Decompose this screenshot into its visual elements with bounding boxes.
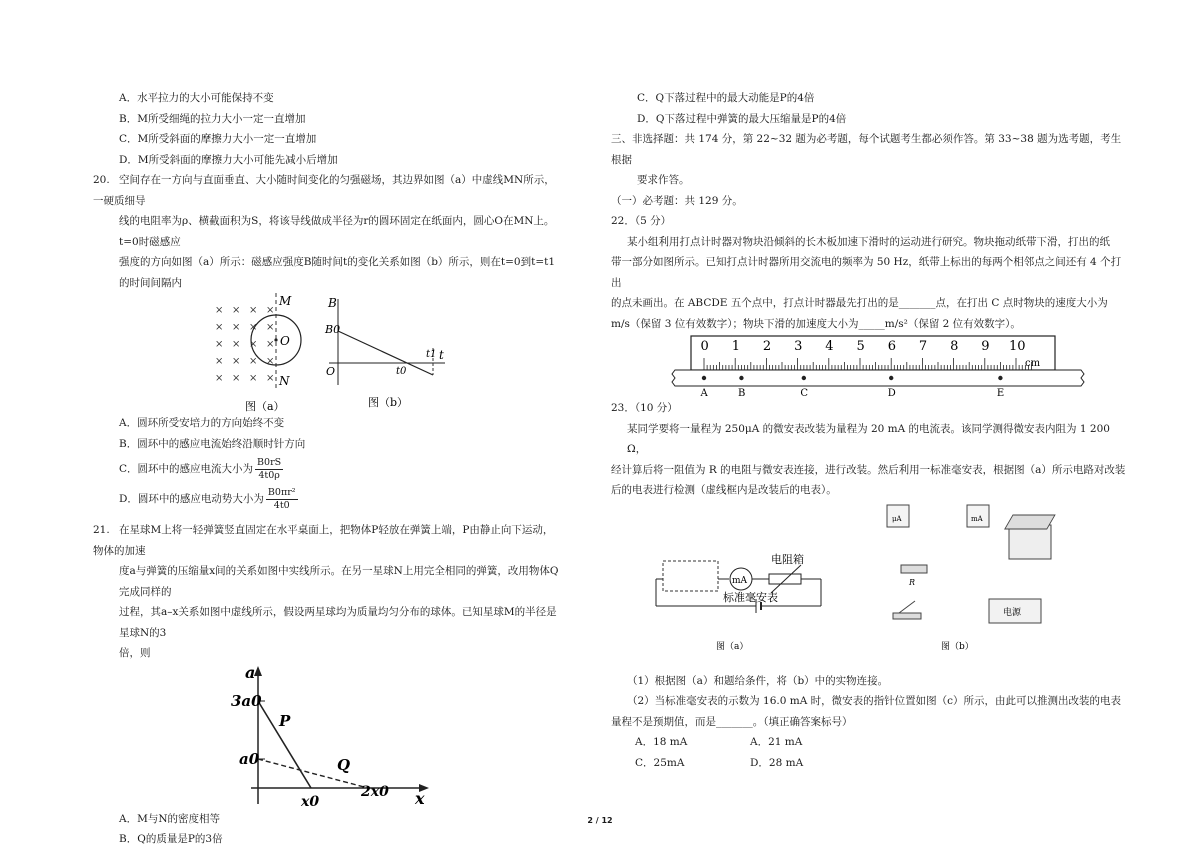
resistor-object: [901, 565, 927, 573]
paper-tape: [672, 370, 1084, 386]
svg-text:×: ×: [215, 339, 224, 350]
q21-graph: [93, 664, 563, 809]
ring-center: [274, 338, 277, 341]
svg-text:×: ×: [249, 356, 258, 367]
q23-heading: 23．（10 分）: [611, 402, 678, 414]
svg-text:×: ×: [232, 322, 241, 333]
svg-text:×: ×: [249, 322, 258, 333]
q20-figures: [93, 293, 563, 413]
q20-option-a: A．圆环所受安培力的方向始终不变: [119, 417, 285, 429]
svg-text:×: ×: [266, 373, 275, 384]
svg-text:×: ×: [215, 322, 224, 333]
label-3a0: 3a0: [231, 691, 262, 710]
tape-dot: [702, 376, 706, 380]
q21-line-2: 度a与弹簧的压缩量x间的关系如图中实线所示。在另一星球N上用完全相同的弹簧，改用物体Q完成同样的: [119, 565, 559, 598]
q21-option-d: D．Q下落过程中弹簧的最大压缩量是P的4倍: [637, 112, 847, 125]
tape-point-label: E: [996, 388, 1005, 398]
svg-text:×: ×: [232, 373, 241, 384]
label-x0: x0: [301, 793, 320, 809]
required-section: （一）必考题：共 129 分。: [611, 194, 743, 207]
q23-figure-svg: [611, 501, 1131, 671]
q22-heading: 22．（5 分）: [611, 215, 672, 227]
q23-sub2-line-2: 量程不是预期值，而是_______。（填正确答案标号）: [611, 715, 853, 728]
ruler-number: 1: [731, 339, 740, 354]
q21-line-3: 过程，其a–x关系如图中虚线所示，假设两星球均为质量均匀分布的球体。已知星球M的半径是星球N的3: [119, 606, 557, 639]
tape-point-label: D: [887, 388, 896, 398]
tape-point-label: A: [700, 388, 708, 398]
q20-line-2: 线的电阻率为ρ、横截面积为S，将该导线做成半径为r的圆环固定在纸面内，圆心O在MN上。t=0时磁感应: [119, 215, 555, 248]
ma-label: mA: [971, 514, 983, 523]
q22-line-1: 某小组利用打点计时器对物块沿倾斜的长木板加速下滑时的运动进行研究。物块拖动纸带下滑，打出的纸: [627, 235, 1110, 248]
q23-line-3: 后的电表进行检测（虚线框内是改装后的电表）。: [611, 484, 837, 496]
label-t: t: [439, 348, 444, 362]
q19-option-d: D．M所受斜面的摩擦力大小可能先减小后增加: [119, 153, 338, 166]
label-t1: t1: [426, 349, 437, 360]
q23-options-row-1: [611, 732, 1131, 753]
ua-label: μA: [892, 514, 902, 523]
ruler-number: 8: [950, 339, 959, 354]
q22-line-4: m/s（保留 3 位有效数字）；物块下滑的加速度大小为_____m/s²（保留 2 位有效数字）。: [611, 317, 1021, 330]
svg-text:×: ×: [232, 356, 241, 367]
q20-figure-svg: [93, 293, 563, 413]
ruler-number: 0: [700, 339, 709, 354]
ruler-number: 9: [981, 339, 990, 354]
tape-dot: [998, 376, 1002, 380]
label-b0: B0: [325, 323, 341, 336]
svg-text:×: ×: [266, 356, 275, 367]
rbox-label: 电阻箱: [771, 552, 804, 566]
label-origin: O: [326, 365, 336, 378]
left-column: [93, 88, 563, 850]
q23-option-d: D．28 mA: [750, 756, 804, 769]
modified-meter-box: [663, 561, 718, 591]
ammeter-label: mA: [732, 575, 748, 586]
tape-point-label: C: [800, 388, 808, 398]
label-t0: t0: [396, 366, 407, 377]
label-2x0: 2x0: [361, 783, 389, 800]
fig-b-objects-caption: 图（b）: [941, 641, 974, 652]
q23-line-2: 经计算后将一阻值为 R 的电阻与微安表连接，进行改装。然后利用一标准毫安表，根据图（a）所示电路对改装: [611, 463, 1126, 476]
svg-text:×: ×: [266, 339, 275, 350]
q22-line-3: 的点未画出。在 ABCDE 五个点中，打点计时器最先打出的是_______点，在打出 C 点时物块的速度大小为: [611, 297, 1108, 309]
q-line: [258, 759, 368, 788]
svg-text:×: ×: [249, 305, 258, 316]
ruler-number: 5: [856, 339, 865, 354]
q22-ruler-figure: [611, 334, 1131, 398]
resistance-box: [769, 574, 801, 584]
q20-d-fraction: $\frac{\text{B0πr²}}{4t0}$: [267, 486, 296, 511]
label-x: x: [415, 788, 425, 808]
q20-line-3: 强度的方向如图（a）所示：磁感应强度B随时间t的变化关系如图（b）所示，则在t=0到t=t1的时间间隔内: [119, 256, 556, 289]
q20-c-fraction: $\frac{B0rS}{4t0\rho}$: [257, 456, 282, 481]
tape-dot: [802, 376, 806, 380]
right-column: [611, 88, 1131, 773]
q23-line-1: 某同学要将一量程为 250μA 的微安表改装为量程为 20 mA 的电流表。该同学测得微安表内阻为 1 200 Ω，: [627, 422, 1110, 455]
svg-text:×: ×: [232, 339, 241, 350]
ruler-number: 3: [794, 339, 803, 354]
q21-line-1: 21. 在星球M上将一轻弹簧竖直固定在水平桌面上，把物体P轻放在弹簧上端，P由静止向下运动，物体的加速: [93, 520, 563, 561]
q20-number: 20.: [93, 174, 110, 186]
q22-line-2: 带一部分如图所示。已知打点计时器所用交流电的频率为 50 Hz，纸带上标出的每两个相邻点之间还有 4 个打出: [611, 256, 1122, 289]
tape-point-label: B: [737, 388, 746, 398]
q20-option-c: C．圆环中的感应电流大小为 $\frac{B0rS}{4t0\rho}$: [119, 456, 282, 481]
q23-option-b: A．21 mA: [750, 736, 803, 748]
q21-option-a: A．M与N的密度相等: [119, 812, 221, 825]
label-m: M: [279, 294, 292, 308]
q20-option-d: D．圆环中的感应电动势大小为 $\frac{\text{B0πr²}}{4t0}$: [119, 486, 296, 511]
page-number: 2 / 12: [587, 816, 613, 825]
power-label: 电源: [1003, 607, 1022, 618]
ruler-number: 4: [825, 339, 834, 354]
ruler-number: 6: [887, 339, 896, 354]
svg-text:×: ×: [249, 373, 258, 384]
r-label: R: [909, 577, 916, 587]
q23-options-row-2: [611, 753, 1131, 774]
tape-dot: [889, 376, 893, 380]
q20-line-1: 20. 空间存在一方向与直面垂直、大小随时间变化的匀强磁场，其边界如图（a）中虚线MN所示，一硬质细导: [93, 170, 563, 211]
std-ammeter-label: 标准毫安表: [723, 590, 778, 604]
ruler-number: 10: [1009, 339, 1026, 354]
q23-option-a: A．18 mA: [635, 736, 688, 748]
svg-text:×: ×: [249, 339, 258, 350]
label-a0: a0: [239, 749, 260, 768]
q21-option-c: C．Q下落过程中的最大动能是P的4倍: [637, 92, 815, 104]
ruler-number: 7: [918, 339, 928, 354]
section3-heading: 三、非选择题：共 174 分，第 22~32 题为必考题，每个试题考生都必须作答。第 33~38 题为选考题，考生根据: [611, 133, 1122, 166]
q21-graph-svg: [93, 664, 563, 809]
svg-text:×: ×: [215, 356, 224, 367]
label-n: N: [279, 374, 290, 388]
fig-b-caption: 图（b）: [368, 396, 409, 409]
q20-option-b: B．圆环中的感应电流始终沿顺时针方向: [119, 437, 306, 450]
tape-dot: [739, 376, 743, 380]
ruler-number: 2: [762, 339, 772, 354]
fig-a-caption: 图（a）: [245, 400, 285, 413]
q21-line-4: 倍，则: [119, 647, 151, 659]
q19-option-a: A．水平拉力的大小可能保持不变: [119, 92, 274, 104]
svg-text:×: ×: [266, 305, 275, 316]
q23-figures: [611, 501, 1131, 671]
label-o: O: [280, 334, 290, 348]
label-q: Q: [337, 755, 351, 774]
section3-heading-cont: 要求作答。: [637, 174, 690, 186]
svg-text:×: ×: [215, 305, 224, 316]
b-t-line: [338, 331, 433, 375]
switch-object: [893, 613, 921, 619]
ruler-unit: cm: [1025, 358, 1041, 369]
label-p: P: [279, 711, 291, 730]
q19-option-b: B．M所受细绳的拉力大小一定一直增加: [119, 112, 306, 125]
resistance-box-object: [1009, 525, 1051, 559]
fig-a-circuit-caption: 图（a）: [716, 641, 749, 652]
q23-option-c: C．25mA: [635, 756, 685, 769]
svg-text:×: ×: [215, 373, 224, 384]
q19-option-c: C．M所受斜面的摩擦力大小一定一直增加: [119, 133, 317, 145]
svg-text:×: ×: [232, 305, 241, 316]
label-b: B: [328, 296, 337, 310]
svg-text:×: ×: [266, 322, 275, 333]
q21-number: 21.: [93, 524, 110, 536]
label-a: a: [245, 663, 256, 682]
q23-sub1: （1）根据图（a）和题给条件，将（b）中的实物连接。: [627, 674, 889, 687]
q21-option-b: B．Q的质量是P的3倍: [119, 833, 223, 845]
ruler-svg: [611, 334, 1131, 398]
q23-sub2-line-1: （2）当标准毫安表的示数为 16.0 mA 时，微安表的指针位置如图（c）所示，由此可以推测出改装的电表: [627, 695, 1121, 707]
